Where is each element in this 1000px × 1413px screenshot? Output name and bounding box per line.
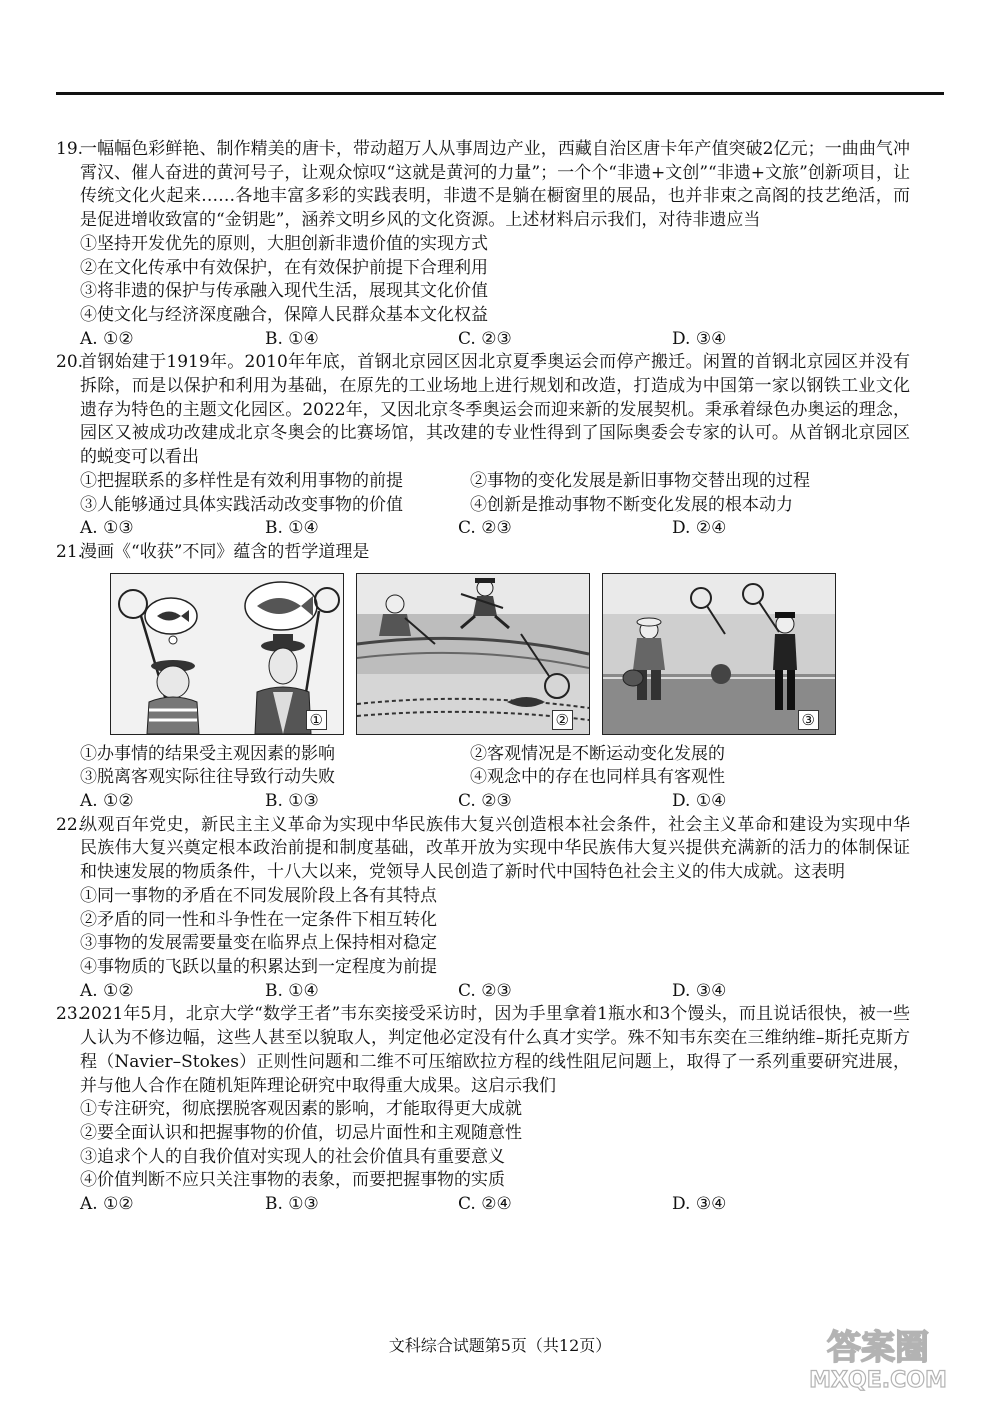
- answer-choice-b[interactable]: B. ①③: [265, 791, 319, 812]
- answer-choice-d[interactable]: D. ③④: [672, 328, 727, 349]
- answer-choice-c[interactable]: C. ②③: [458, 980, 512, 1001]
- answer-choices: [80, 517, 910, 541]
- question-stem: 首钢始建于1919年。2010年年底，首钢北京园区因北京夏季奥运会而停产搬迁。闲置的首钢北京园区并没有拆除，而是以保护和利用为基础，在原先的工业场地上进行规划和改造，打造成为中国第一家以钢铁工业文化遗存为特色的主题文化园区。2022年，又因北京冬季奥运会而迎来新的发展契机。秉承着绿色办奥运的理念，园区又被成功改建成北京冬奥会的比赛场馆，其改建的专业性得到了国际奥委会专家的认可。从首钢北京园区的蜕变可以看出: [80, 352, 910, 468]
- panel-label: ③: [798, 710, 819, 730]
- svg-text:答案圈: 答案圈: [827, 1328, 929, 1368]
- statement-option: ④事物质的飞跃以量的积累达到一定程度为前提: [80, 956, 437, 977]
- cartoon-panels: [110, 573, 910, 735]
- question-number: 19.: [56, 139, 84, 159]
- panel-label: ②: [552, 710, 573, 730]
- statement-options: [80, 470, 910, 517]
- question-stem: 2021年5月，北京大学“数学王者”韦东奕接受采访时，因为手里拿着1瓶水和3个馒头，而且说话很快，被一些人认为不修边幅，这些人甚至以貌取人，判定他必定没有什么真才实学。殊不知韦东奕在三维纳维–斯托克斯方程（Navier–Stokes）正则性问题和二维不可压缩欧拉方程的线性阻尼问题上，取得了一系列重要研究进展，并与他人合作在随机矩阵理论研究中取得重大成果。这启示我们: [80, 1004, 910, 1096]
- answer-choice-a[interactable]: A. ①②: [80, 328, 134, 349]
- header-rule: [56, 92, 944, 95]
- question-number: 21.: [56, 541, 84, 562]
- question-19: [56, 138, 910, 351]
- cartoon-panel-2: [356, 573, 590, 735]
- statement-option: ②在文化传承中有效保护，在有效保护前提下合理利用: [80, 257, 488, 278]
- answer-choice-c[interactable]: C. ②③: [458, 328, 512, 349]
- watermark-logo: [778, 1321, 978, 1393]
- answer-choices: [80, 790, 910, 814]
- answer-choice-c[interactable]: C. ②③: [458, 518, 512, 539]
- answer-choice-b[interactable]: B. ①④: [265, 328, 319, 349]
- statement-option: ①把握联系的多样性是有效利用事物的前提: [80, 470, 403, 491]
- answer-choice-a[interactable]: A. ①②: [80, 980, 134, 1001]
- svg-text:MXQE.COM: MXQE.COM: [809, 1368, 947, 1393]
- question-number: 20.: [56, 352, 84, 373]
- exam-page-content: [56, 138, 910, 1217]
- statement-option: ④价值判断不应只关注事物的表象，而要把握事物的实质: [80, 1170, 505, 1191]
- answer-choice-a[interactable]: A. ①②: [80, 791, 134, 812]
- statement-option: ①坚持开发优先的原则，大胆创新非遗价值的实现方式: [80, 233, 488, 254]
- statement-option: ②客观情况是不断运动变化发展的: [470, 743, 725, 764]
- answer-choice-c[interactable]: C. ②④: [458, 1194, 512, 1215]
- question-20: [56, 351, 910, 541]
- answer-choice-b[interactable]: B. ①③: [265, 1194, 319, 1215]
- answer-choices: [80, 980, 910, 1004]
- statement-option: ②事物的变化发展是新旧事物交替出现的过程: [470, 470, 810, 491]
- question-21: [56, 541, 910, 814]
- panel-label: ①: [306, 710, 327, 730]
- statement-option: ④创新是推动事物不断变化发展的根本动力: [470, 494, 793, 515]
- question-23: [56, 1003, 910, 1216]
- statement-option: ①专注研究，彻底摆脱客观因素的影响，才能取得更大成就: [80, 1099, 522, 1120]
- statement-option: ③将非遗的保护与传承融入现代生活，展现其文化价值: [80, 281, 488, 302]
- question-stem: 漫画《“收获”不同》蕴含的哲学道理是: [80, 541, 370, 562]
- question-stem: 纵观百年党史，新民主主义革命为实现中华民族伟大复兴创造根本社会条件，社会主义革命和建设为实现中华民族伟大复兴奠定根本政治前提和制度基础，改革开放为实现中华民族伟大复兴提供充满新的活力的体制保证和快速发展的物质条件，十八大以来，党领导人民创造了新时代中国特色社会主义的伟大成就。这表明: [80, 814, 910, 883]
- statement-option: ③追求个人的自我价值对实现人的社会价值具有重要意义: [80, 1146, 505, 1167]
- answer-choice-c[interactable]: C. ②③: [458, 791, 512, 812]
- statement-option: ②矛盾的同一性和斗争性在一定条件下相互转化: [80, 909, 437, 930]
- answer-choices: [80, 328, 910, 352]
- question-number: 22.: [56, 814, 84, 835]
- question-22: [56, 814, 910, 1004]
- statement-options: [80, 743, 910, 790]
- statement-option: ②要全面认识和把握事物的价值，切忌片面性和主观随意性: [80, 1122, 522, 1143]
- answer-choice-b[interactable]: B. ①④: [265, 980, 319, 1001]
- answer-choice-d[interactable]: D. ③④: [672, 980, 727, 1001]
- statement-option: ③人能够通过具体实践活动改变事物的价值: [80, 494, 403, 515]
- answer-choice-d[interactable]: D. ②④: [672, 518, 727, 539]
- statement-option: ④使文化与经济深度融合，保障人民群众基本文化权益: [80, 304, 488, 325]
- cartoon-panel-1: [110, 573, 344, 735]
- answer-choice-b[interactable]: B. ①④: [265, 518, 319, 539]
- page-footer: 文科综合试题第5页（共12页）: [388, 1336, 612, 1355]
- answer-choice-d[interactable]: D. ③④: [672, 1194, 727, 1215]
- statement-option: ③脱离客观实际往往导致行动失败: [80, 767, 335, 788]
- statement-option: ①同一事物的矛盾在不同发展阶段上各有其特点: [80, 885, 437, 906]
- statement-option: ③事物的发展需要量变在临界点上保持相对稳定: [80, 933, 437, 954]
- cartoon-panel-3: [602, 573, 836, 735]
- statement-option: ①办事情的结果受主观因素的影响: [80, 743, 335, 764]
- answer-choice-d[interactable]: D. ①④: [672, 791, 727, 812]
- question-stem: 一幅幅色彩鲜艳、制作精美的唐卡，带动超万人从事周边产业，西藏自治区唐卡年产值突破2亿元；一曲曲气冲霄汉、催人奋进的黄河号子，让观众惊叹“这就是黄河的力量”；一个个“非遗+文创”“非遗+文旅”创新项目，让传统文化火起来……各地丰富多彩的实践表明，非遗不是躺在橱窗里的展品，也并非束之高阁的技艺绝活，而是促进增收致富的“金钥匙”，涵养文明乡风的文化资源。上述材料启示我们，对待非遗应当: [80, 139, 910, 231]
- answer-choice-a[interactable]: A. ①③: [80, 518, 134, 539]
- answer-choices: [80, 1193, 910, 1217]
- answer-choice-a[interactable]: A. ①②: [80, 1194, 134, 1215]
- statement-option: ④观念中的存在也同样具有客观性: [470, 767, 725, 788]
- question-number: 23.: [56, 1004, 84, 1025]
